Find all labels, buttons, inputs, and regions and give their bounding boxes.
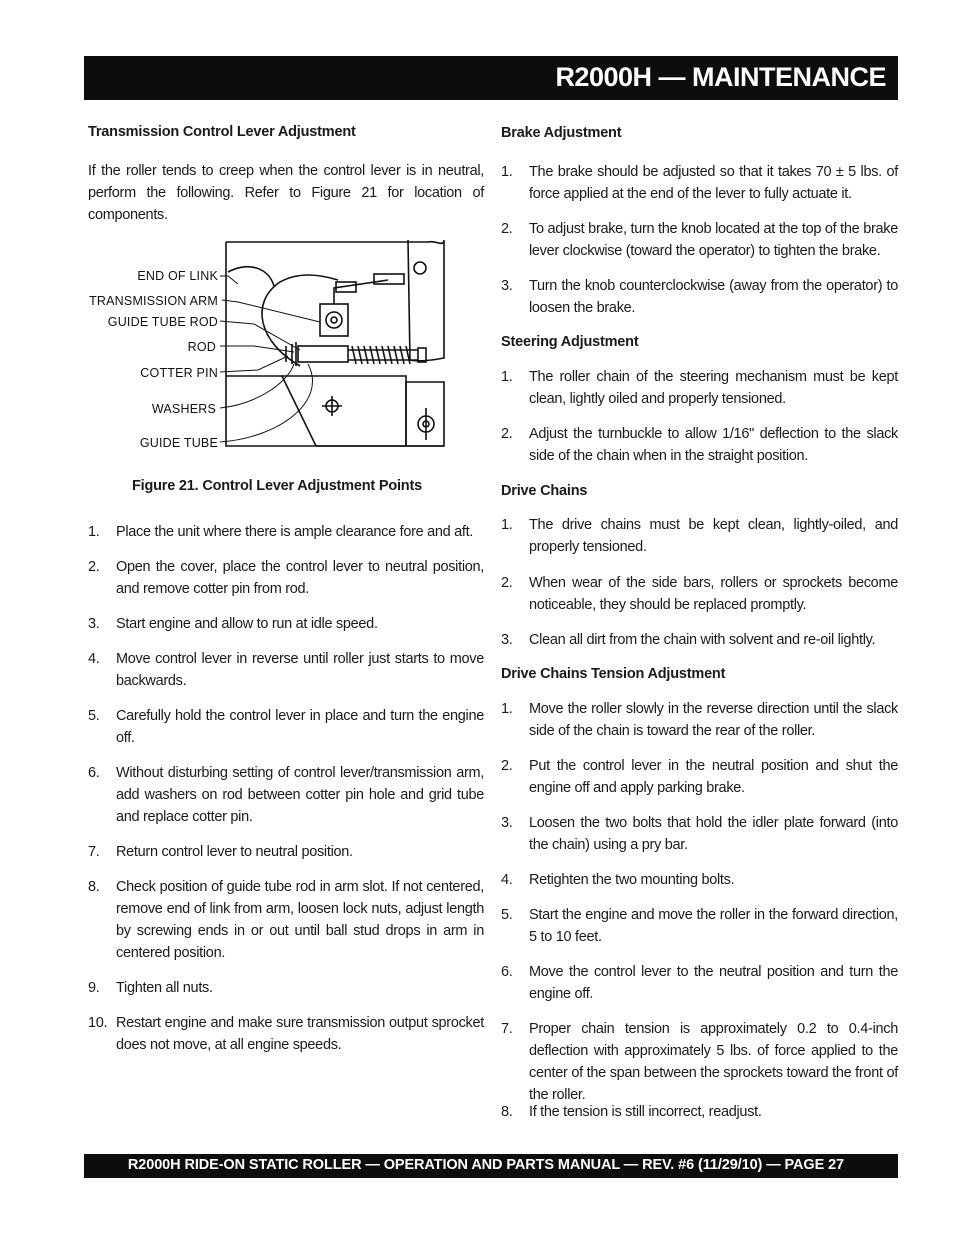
- list-item-number: 6.: [501, 964, 513, 980]
- list-item-text: Move control lever in reverse until roller just starts to move backwards.: [116, 651, 484, 689]
- list-item-text: Tighten all nuts.: [116, 980, 213, 996]
- figure-label-guide-tube-rod: GUIDE TUBE ROD: [107, 315, 218, 329]
- page-header-bar: [84, 56, 898, 100]
- list-item: [501, 629, 898, 651]
- list-item-number: 2.: [88, 559, 100, 575]
- list-item-text: Move the control lever to the neutral position and turn the engine off.: [529, 964, 898, 1002]
- list-item: [501, 755, 898, 799]
- figure-label-transmission-arm: TRANSMISSION ARM: [89, 294, 218, 308]
- list-item-text: The brake should be adjusted so that it takes 70 ± 5 lbs. of force applied at the end of the lever to fully actuate it.: [529, 164, 898, 202]
- list-item: [88, 876, 484, 964]
- list-item: [88, 613, 484, 635]
- list-item: [88, 705, 484, 749]
- list-item-text: Check position of guide tube rod in arm slot. If not centered, remove end of link from arm, loosen lock nuts, adjust length by screwing ends in or out until ball stud drops in arm in centered position.: [116, 879, 484, 961]
- list-item-text: Start engine and allow to run at idle speed.: [116, 616, 378, 632]
- list-item-number: 3.: [501, 815, 513, 831]
- list-item-number: 3.: [501, 278, 513, 294]
- list-item-number: 5.: [501, 907, 513, 923]
- section-title-steering: Steering Adjustment: [501, 334, 639, 350]
- list-item-number: 8.: [501, 1104, 513, 1120]
- list-item-number: 7.: [501, 1021, 513, 1037]
- list-item: [501, 869, 898, 891]
- list-item-text: Start the engine and move the roller in the forward direction, 5 to 10 feet.: [529, 907, 898, 945]
- list-item-text: If the tension is still incorrect, readjust.: [529, 1104, 762, 1120]
- list-item: [88, 977, 484, 999]
- list-item-number: 2.: [501, 758, 513, 774]
- list-item-text: Restart engine and make sure transmission output sprocket does not move, at all engine speeds.: [116, 1015, 484, 1053]
- list-item: [88, 841, 484, 863]
- list-item-number: 3.: [88, 616, 100, 632]
- list-item: [88, 1012, 484, 1056]
- list-item-text: Clean all dirt from the chain with solvent and re-oil lightly.: [529, 632, 876, 648]
- list-item-text: Open the cover, place the control lever to neutral position, and remove cotter pin from rod.: [116, 559, 484, 597]
- list-item: [501, 961, 898, 1005]
- list-item-number: 10.: [88, 1015, 108, 1031]
- list-item-text: To adjust brake, turn the knob located at the top of the brake lever clockwise (toward the operator) to tighten the brake.: [529, 221, 898, 259]
- list-item-number: 1.: [501, 517, 513, 533]
- section-title-brake: Brake Adjustment: [501, 125, 622, 141]
- section-title-tension: Drive Chains Tension Adjustment: [501, 666, 726, 682]
- figure-control-lever-diagram: [88, 232, 460, 458]
- intro-paragraph: If the roller tends to creep when the control lever is in neutral, perform the following. Refer to Figure 21 for location of components.: [88, 163, 484, 223]
- list-item-text: The roller chain of the steering mechanism must be kept clean, lightly oiled and properly tensioned.: [529, 369, 898, 407]
- list-item-number: 4.: [88, 651, 100, 667]
- list-item-number: 3.: [501, 632, 513, 648]
- list-item-number: 7.: [88, 844, 100, 860]
- list-item-text: The drive chains must be kept clean, lightly-oiled, and properly tensioned.: [529, 517, 898, 555]
- list-item-number: 1.: [88, 524, 100, 540]
- list-item-text: Carefully hold the control lever in place and turn the engine off.: [116, 708, 484, 746]
- list-item-text: Move the roller slowly in the reverse direction until the slack side of the chain is toward the rear of the roller.: [529, 701, 898, 739]
- list-item-number: 1.: [501, 164, 513, 180]
- list-item: [501, 218, 898, 262]
- list-item-number: 2.: [501, 426, 513, 442]
- list-item: [88, 762, 484, 828]
- page-title: R2000H — MAINTENANCE: [555, 62, 886, 92]
- list-item: [501, 366, 898, 410]
- list-item-text: Adjust the turnbuckle to allow 1/16" deflection to the slack side of the chain when in the straight position.: [529, 426, 898, 464]
- list-item: [501, 514, 898, 558]
- section-title-transmission: Transmission Control Lever Adjustment: [88, 124, 356, 140]
- list-item-text: Loosen the two bolts that hold the idler plate forward (into the chain) using a pry bar.: [529, 815, 898, 853]
- list-item-number: 2.: [501, 221, 513, 237]
- page-footer-text: R2000H RIDE-ON STATIC ROLLER — OPERATION AND PARTS MANUAL — REV. #6 (11/29/10) — PAGE 27: [127, 1157, 844, 1173]
- figure-label-rod: ROD: [187, 340, 216, 354]
- page-footer-bar: [84, 1154, 898, 1178]
- list-item: [501, 698, 898, 742]
- list-item-number: 1.: [501, 701, 513, 717]
- list-item: [88, 556, 484, 600]
- figure-label-end-of-link: END OF LINK: [137, 269, 218, 283]
- list-item: [501, 161, 898, 205]
- figure-label-guide-tube: GUIDE TUBE: [139, 436, 218, 450]
- list-item-number: 4.: [501, 872, 513, 888]
- list-item-number: 9.: [88, 980, 100, 996]
- list-item-text: When wear of the side bars, rollers or sprockets become noticeable, they should be replaced promptly.: [529, 575, 898, 613]
- list-item-number: 1.: [501, 369, 513, 385]
- list-item-number: 2.: [501, 575, 513, 591]
- list-item-text: Proper chain tension is approximately 0.2 to 0.4-inch deflection with approximately 5 lbs. of force applied to the center of the span between the sprockets toward the front of the roller.: [529, 1021, 898, 1103]
- list-item-number: 8.: [88, 879, 100, 895]
- list-item-text: Place the unit where there is ample clearance fore and aft.: [116, 524, 474, 540]
- list-item-number: 5.: [88, 708, 100, 724]
- list-item: [501, 1018, 898, 1103]
- list-item: [88, 648, 484, 692]
- figure-label-washers: WASHERS: [151, 402, 216, 416]
- list-item: [501, 275, 898, 319]
- list-item: [501, 812, 898, 856]
- list-item: [501, 904, 898, 948]
- figure-label-cotter-pin: COTTER PIN: [140, 366, 218, 380]
- list-item-text: Turn the knob counterclockwise (away from the operator) to loosen the brake.: [529, 278, 898, 316]
- list-item-text: Retighten the two mounting bolts.: [529, 872, 735, 888]
- list-item-text: Without disturbing setting of control lever/transmission arm, add washers on rod between cotter pin hole and grid tube and replace cotter pin.: [116, 765, 484, 825]
- list-item-text: Put the control lever in the neutral position and shut the engine off and apply parking brake.: [529, 758, 898, 796]
- list-item-text: Return control lever to neutral position.: [116, 844, 353, 860]
- list-item: [501, 1101, 898, 1123]
- list-item: [501, 423, 898, 467]
- list-item: [88, 521, 484, 543]
- list-item: [501, 572, 898, 616]
- section-title-drive-chains: Drive Chains: [501, 483, 588, 499]
- figure-caption: Figure 21. Control Lever Adjustment Points: [132, 478, 422, 494]
- list-item-number: 6.: [88, 765, 100, 781]
